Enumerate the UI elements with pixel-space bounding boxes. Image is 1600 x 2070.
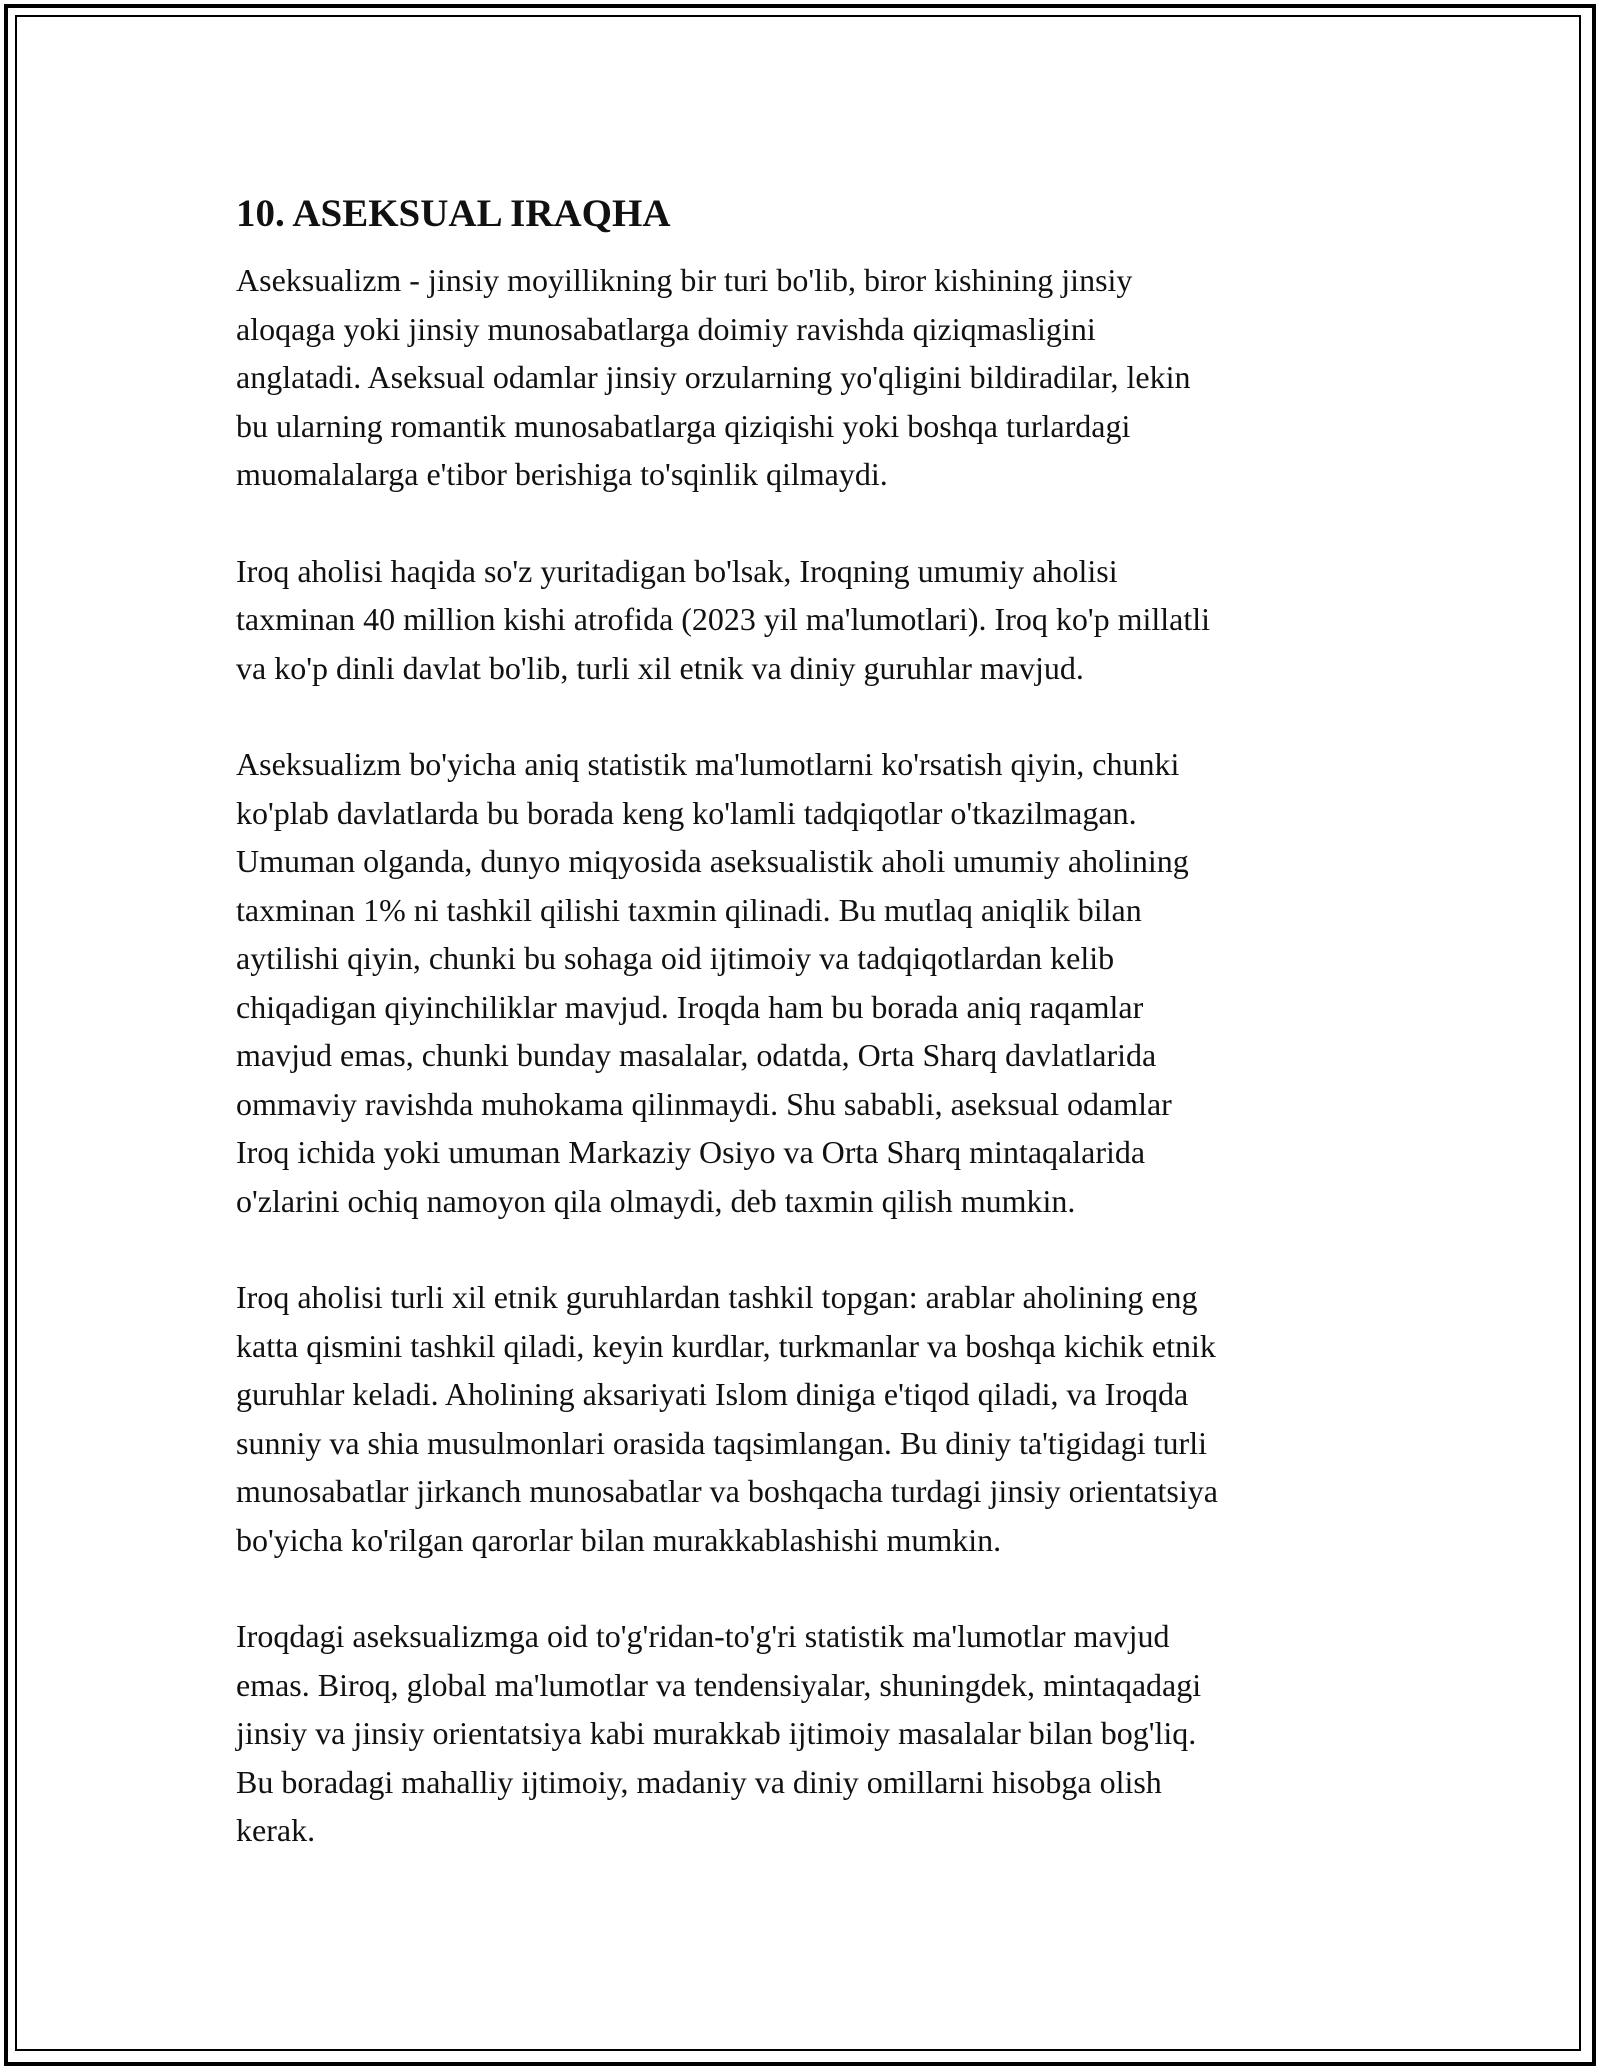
section-title: 10. ASEKSUAL IRAQHA (236, 192, 671, 235)
paragraph-conclusion: Iroqdagi aseksualizmga oid to'g'ridan-to'g'ri statistik ma'lumotlar mavjud emas. Biroq, global ma'lumotlar va tendensiyalar, shuningdek, mintaqadagi jinsiy va jinsiy orientatsiya kabi murakkab ijtimoiy masalalar bilan bog'liq. Bu boradagi mahalliy ijtimoiy, madaniy va diniy omillarni hisobga olish kerak. (236, 1618, 1202, 1848)
paragraph-definition: Aseksualizm - jinsiy moyillikning bir turi bo'lib, biror kishining jinsiy aloqaga yoki jinsiy munosabatlarga doimiy ravishda qiziqmasligini anglatadi. Aseksual odamlar jinsiy orzularning yo'qligini bildiradilar, lekin bu ularning romantik munosabatlarga qiziqishi yoki boshqa turlardagi muomalalarga e'tibor berishiga to'sqinlik qilmaydi. (236, 262, 1191, 492)
paragraph-population: Iroq aholisi haqida so'z yuritadigan bo'lsak, Iroqning umumiy aholisi taxminan 40 million kishi atrofida (2023 yil ma'lumotlari). Iroq ko'p millatli va ko'p dinli davlat bo'lib, turli xil etnik va diniy guruhlar mavjud. (236, 552, 1211, 686)
paragraph-statistics: Aseksualizm bo'yicha aniq statistik ma'lumotlarni ko'rsatish qiyin, chunki ko'plab davlatlarda bu borada keng ko'lamli tadqiqotlar o'tkazilmagan. Umuman olganda, dunyo miqyosida aseksualistik aholi umumiy aholining taxminan 1% ni tashkil qilishi taxmin qilinadi. Bu mutlaq aniqlik bilan aytilishi qiyin, chunki bu sohaga oid ijtimoiy va tadqiqotlardan kelib chiqadigan qiyinchiliklar mavjud. Iroqda ham bu borada aniq raqamlar mavjud emas, chunki bunday masalalar, odatda, Orta Sharq davlatlarida ommaviy ravishda muhokama qilinmaydi. Shu sababli, aseksual odamlar Iroq ichida yoki umuman Markaziy Osiyo va Orta Sharq mintaqalarida o'zlarini ochiq namoyon qila olmaydi, deb taxmin qilish mumkin. (236, 746, 1189, 1219)
document-body (236, 188, 1376, 1855)
paragraph-ethnic-groups: Iroq aholisi turli xil etnik guruhlardan tashkil topgan: arablar aholining eng katta qismini tashkil qiladi, keyin kurdlar, turkmanlar va boshqa kichik etnik guruhlar keladi. Aholining aksariyati Islom diniga e'tiqod qiladi, va Iroqda sunniy va shia musulmonlari orasida taqsimlangan. Bu diniy ta'tigidagi turli munosabatlar jirkanch munosabatlar va boshqacha turdagi jinsiy orientatsiya bo'yicha ko'rilgan qarorlar bilan murakkablashishi mumkin. (236, 1279, 1218, 1558)
